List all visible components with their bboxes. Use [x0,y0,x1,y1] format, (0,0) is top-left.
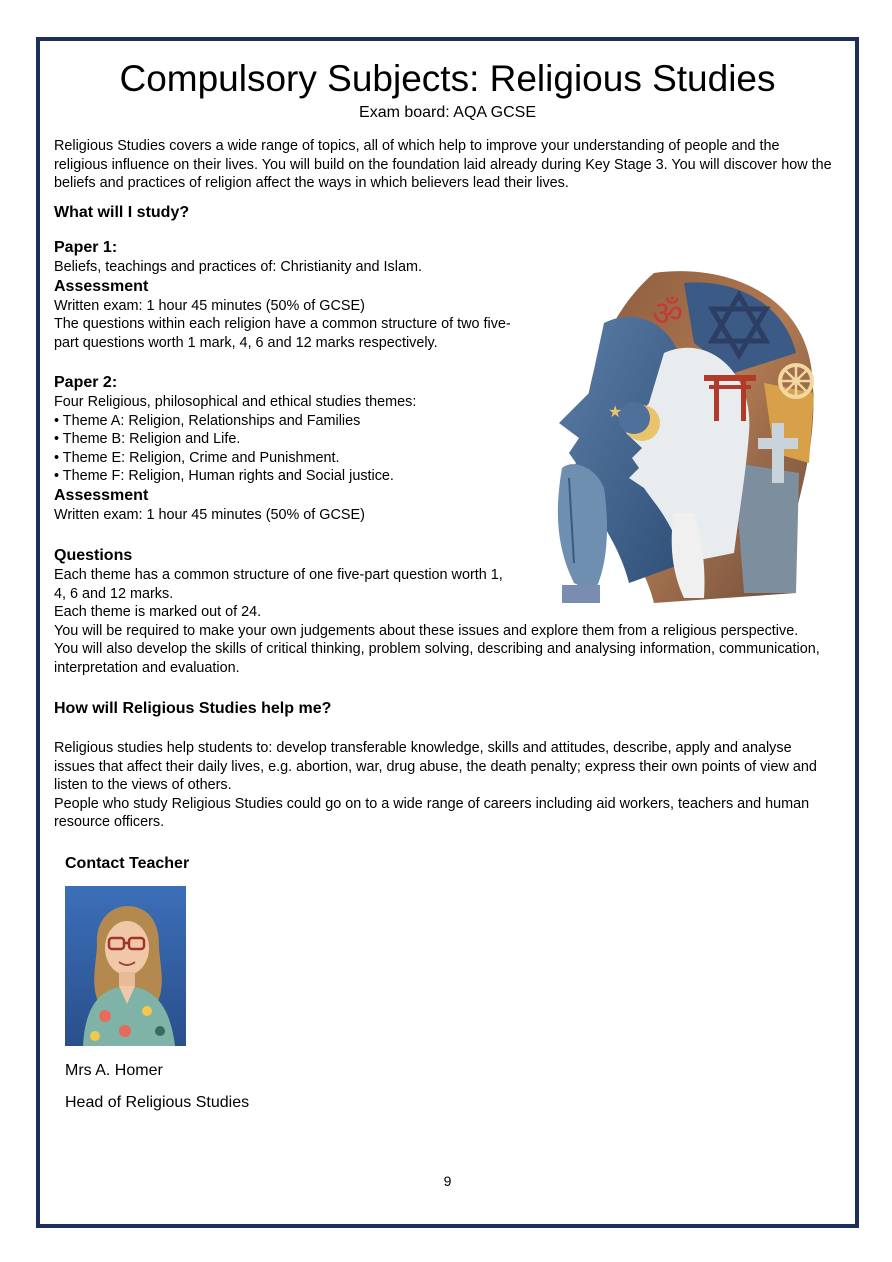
sleeve-cuff [562,585,600,603]
dharma-wheel-icon [780,365,812,397]
paper1-text: Beliefs, teachings and practices of: Christianity and Islam. [54,259,422,275]
questions-line4: You will also develop the skills of critical thinking, problem solving, describing and analysing information, communication, interpretation and evaluation. [54,641,820,676]
paper1-heading: Paper 1: [54,239,118,256]
questions-line2: Each theme is marked out of 24. [54,604,262,620]
theme-item: • Theme E: Religion, Crime and Punishment. [54,449,340,466]
teacher-name: Mrs A. Homer [65,1062,163,1079]
page-content [40,41,855,1224]
teacher-role: Head of Religious Studies [65,1094,250,1111]
religious-faces-illustration [534,263,824,611]
help-heading: How will Religious Studies help me? [54,700,332,717]
paper2-assessment-line1: Written exam: 1 hour 45 minutes (50% of GCSE) [54,506,365,523]
page-border [36,37,859,1228]
intro-paragraph: Religious Studies covers a wide range of topics, all of which help to improve your understanding of people and the religious influence on their lives. You will build on the foundation laid already during Key Stage 3. You will discover how the beliefs and practices of religion affect the ways in which believers lead their lives. [54,138,832,191]
svg-text:★: ★ [608,402,623,421]
theme-item: • Theme F: Religion, Human rights and Social justice. [54,468,394,484]
teacher-photo [65,886,186,1046]
contact-heading: Contact Teacher [65,855,190,872]
paper1-assessment-line2: The questions within each religion have a common structure of two five-part questions worth 1 mark, 4, 6 and 12 marks respectively. [54,316,511,351]
paper2-text: Four Religious, philosophical and ethical studies themes: [54,394,417,410]
patch-grey [734,463,799,593]
exam-board: Exam board: AQA GCSE [359,104,536,121]
paper1-section [54,238,514,352]
page-number: 9 [443,1173,452,1189]
help-para2: People who study Religious Studies could go on to a wide range of careers including aid workers, teachers and human resource officers. [54,795,810,830]
questions-heading: Questions [54,547,133,564]
paper1-assessment-line1: Written exam: 1 hour 45 minutes (50% of GCSE) [54,297,365,314]
om-icon: ॐ [652,294,684,334]
questions-line3: You will be required to make your own judgements about these issues and explore them from a religious perspective. [54,622,799,639]
praying-hands-left [558,464,607,593]
paper2-assessment-heading: Assessment [54,486,149,504]
help-para1: Religious studies help students to: develop transferable knowledge, skills and attitudes, describe, apply and analyse issues that affect their daily lives, e.g. abortion, war, drug abuse, the death penalty; express their own points of view and listen to the views of others. [54,740,817,793]
theme-item: • Theme B: Religion and Life. [54,431,241,447]
paper2-section [54,373,514,524]
help-section [54,739,834,832]
theme-item: • Theme A: Religion, Relationships and Families [54,412,361,429]
questions-line1: Each theme has a common structure of one five-part question worth 1, 4, 6 and 12 marks. [54,567,503,602]
paper1-assessment-heading: Assessment [54,277,149,295]
paper2-heading: Paper 2: [54,374,118,391]
study-heading: What will I study? [54,204,190,221]
page-title: Compulsory Subjects: Religious Studies [119,58,776,99]
